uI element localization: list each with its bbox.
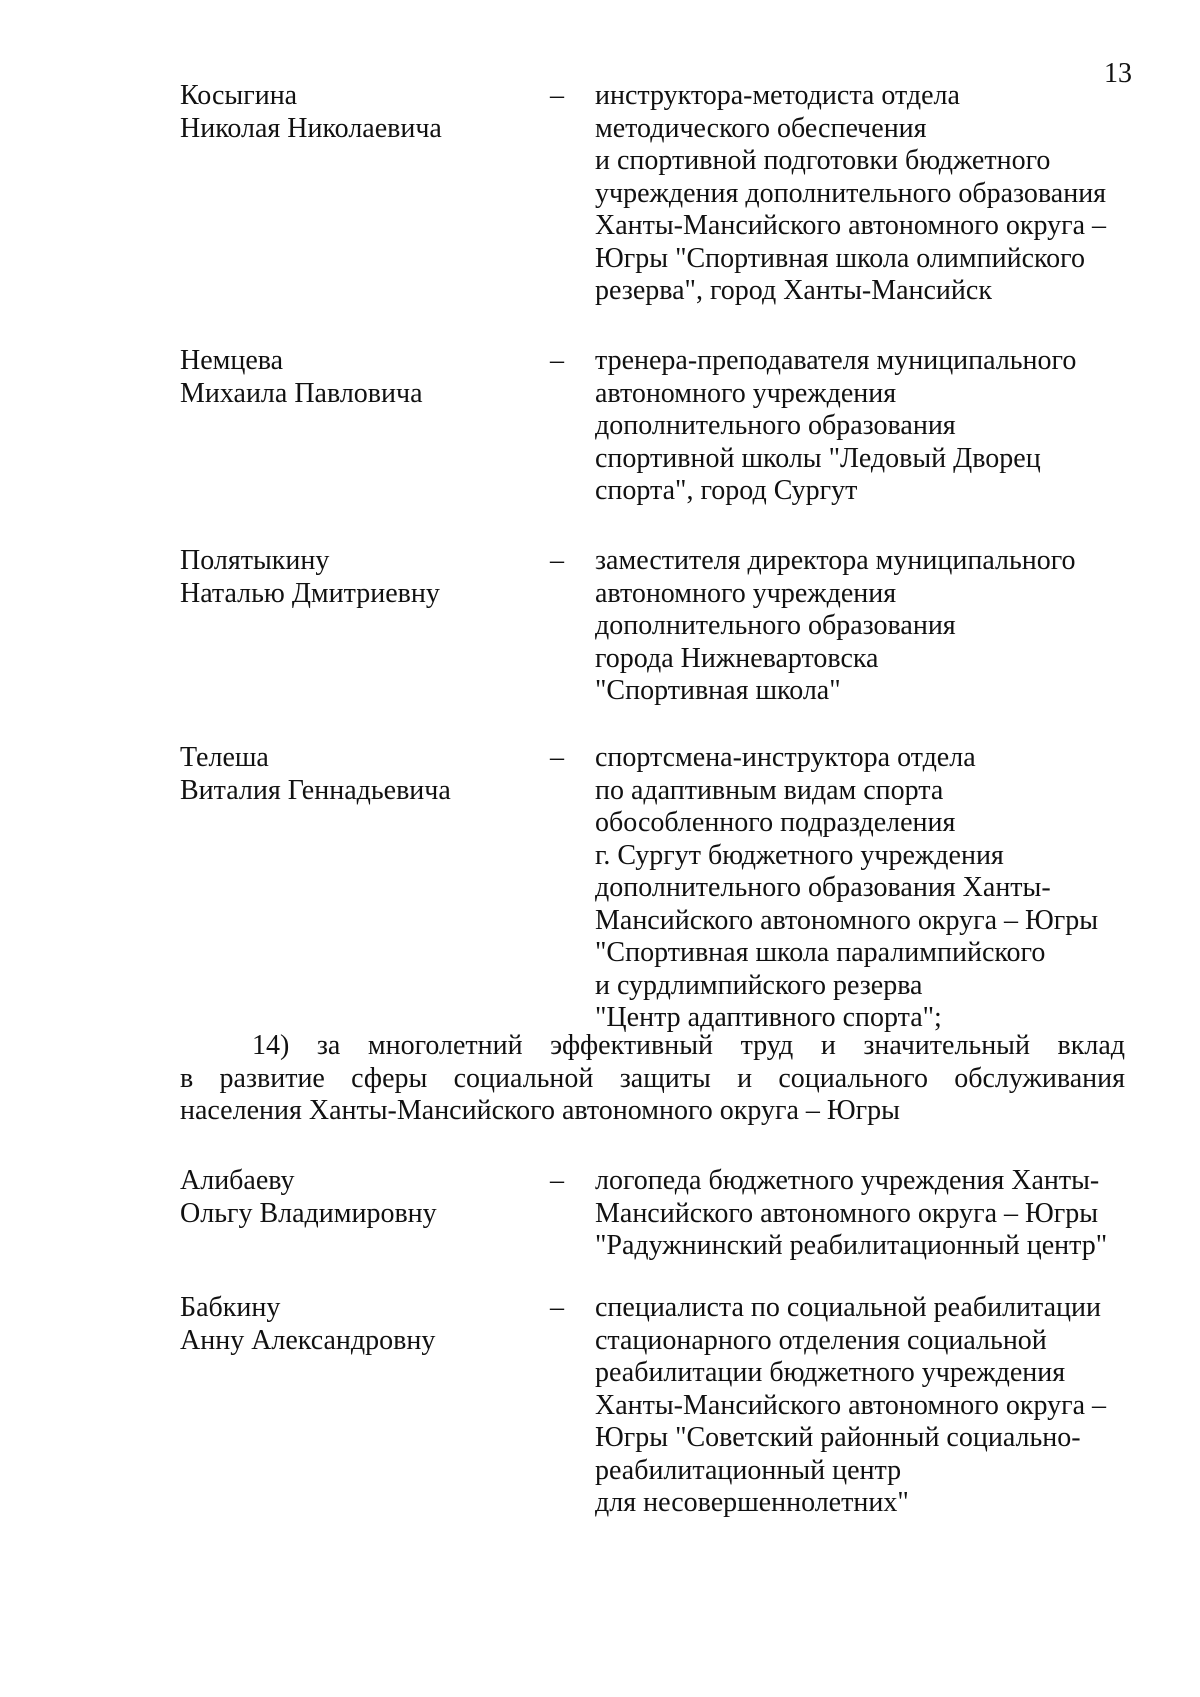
description-line: инструктора-методиста отдела <box>595 80 960 111</box>
description-line: "Спортивная школа паралимпийского <box>595 937 1046 968</box>
name-line: Бабкину <box>180 1292 281 1323</box>
position-description <box>595 1292 1135 1520</box>
dash-separator: – <box>550 1292 564 1323</box>
description-line: и сурдлимпийского резерва <box>595 969 923 1001</box>
dash-separator: – <box>550 1165 564 1196</box>
description-line: резерва", город Ханты-Мансийск <box>595 275 992 306</box>
position-description <box>595 742 1135 1035</box>
dash-separator: – <box>550 345 564 376</box>
description-line: стационарного отделения социальной <box>595 1324 1047 1356</box>
paragraph-line: в развитие сферы социальной защиты и социального обслуживания <box>180 1062 1125 1094</box>
description-line: спорта", город Сургут <box>595 475 858 506</box>
description-line: Югры "Спортивная школа олимпийского <box>595 242 1085 274</box>
person-name <box>180 1292 540 1357</box>
description-line: Мансийского автономного округа – Югры <box>595 904 1099 936</box>
description-line: спортивной школы "Ледовый Дворец <box>595 442 1041 474</box>
description-line: обособленного подразделения <box>595 807 956 838</box>
description-line: Югры "Советский районный социально- <box>595 1422 1081 1453</box>
page-number: 13 <box>1104 58 1132 89</box>
person-name <box>180 545 540 610</box>
description-line: спортсмена-инструктора отдела <box>595 742 976 773</box>
description-line: для несовершеннолетних" <box>595 1487 909 1518</box>
description-line: реабилитационный центр <box>595 1454 902 1486</box>
description-line: логопеда бюджетного учреждения Ханты- <box>595 1165 1100 1196</box>
description-line: "Спортивная школа" <box>595 675 841 706</box>
description-line: дополнительного образования <box>595 610 956 641</box>
section-paragraph <box>180 1030 1125 1128</box>
description-line: Ханты-Мансийского автономного округа – <box>595 1389 1107 1421</box>
name-line: Виталия Геннадьевича <box>180 774 451 806</box>
description-line: г. Сургут бюджетного учреждения <box>595 839 1004 871</box>
description-line: и спортивной подготовки бюджетного <box>595 145 1051 176</box>
description-line: заместителя директора муниципального <box>595 545 1076 576</box>
description-line: автономного учреждения <box>595 577 897 609</box>
description-line: Ханты-Мансийского автономного округа – <box>595 210 1107 241</box>
position-description <box>595 545 1135 708</box>
name-line: Алибаеву <box>180 1165 295 1196</box>
name-line: Ольгу Владимировну <box>180 1197 437 1229</box>
dash-separator: – <box>550 742 564 773</box>
description-line: автономного учреждения <box>595 377 897 409</box>
position-description <box>595 80 1135 308</box>
dash-separator: – <box>550 545 564 576</box>
description-line: дополнительного образования Ханты- <box>595 872 1051 903</box>
name-line: Анну Александровну <box>180 1324 436 1356</box>
name-line: Телеша <box>180 742 269 773</box>
person-name <box>180 80 540 145</box>
description-line: реабилитации бюджетного учреждения <box>595 1357 1066 1388</box>
name-line: Михаила Павловича <box>180 377 423 409</box>
description-line: "Радужнинский реабилитационный центр" <box>595 1230 1108 1261</box>
paragraph-line: 14) за многолетний эффективный труд и значительный вклад <box>252 1030 1125 1061</box>
name-line: Немцева <box>180 345 284 376</box>
description-line: Мансийского автономного округа – Югры <box>595 1197 1099 1229</box>
description-line: дополнительного образования <box>595 410 956 441</box>
description-line: специалиста по социальной реабилитации <box>595 1292 1101 1323</box>
description-line: тренера-преподавателя муниципального <box>595 345 1077 376</box>
name-line: Полятыкину <box>180 545 330 576</box>
dash-separator: – <box>550 80 564 111</box>
name-line: Николая Николаевича <box>180 112 442 144</box>
description-line: по адаптивным видам спорта <box>595 774 944 806</box>
position-description <box>595 1165 1135 1263</box>
description-line: города Нижневартовска <box>595 642 879 674</box>
person-name <box>180 1165 540 1230</box>
description-line: учреждения дополнительного образования <box>595 177 1107 209</box>
name-line: Наталью Дмитриевну <box>180 577 440 609</box>
name-line: Косыгина <box>180 80 298 111</box>
description-line: "Центр адаптивного спорта"; <box>595 1002 942 1033</box>
paragraph-line: населения Ханты-Мансийского автономного округа – Югры <box>180 1095 900 1126</box>
person-name <box>180 742 540 807</box>
person-name <box>180 345 540 410</box>
position-description <box>595 345 1135 508</box>
description-line: методического обеспечения <box>595 112 927 144</box>
